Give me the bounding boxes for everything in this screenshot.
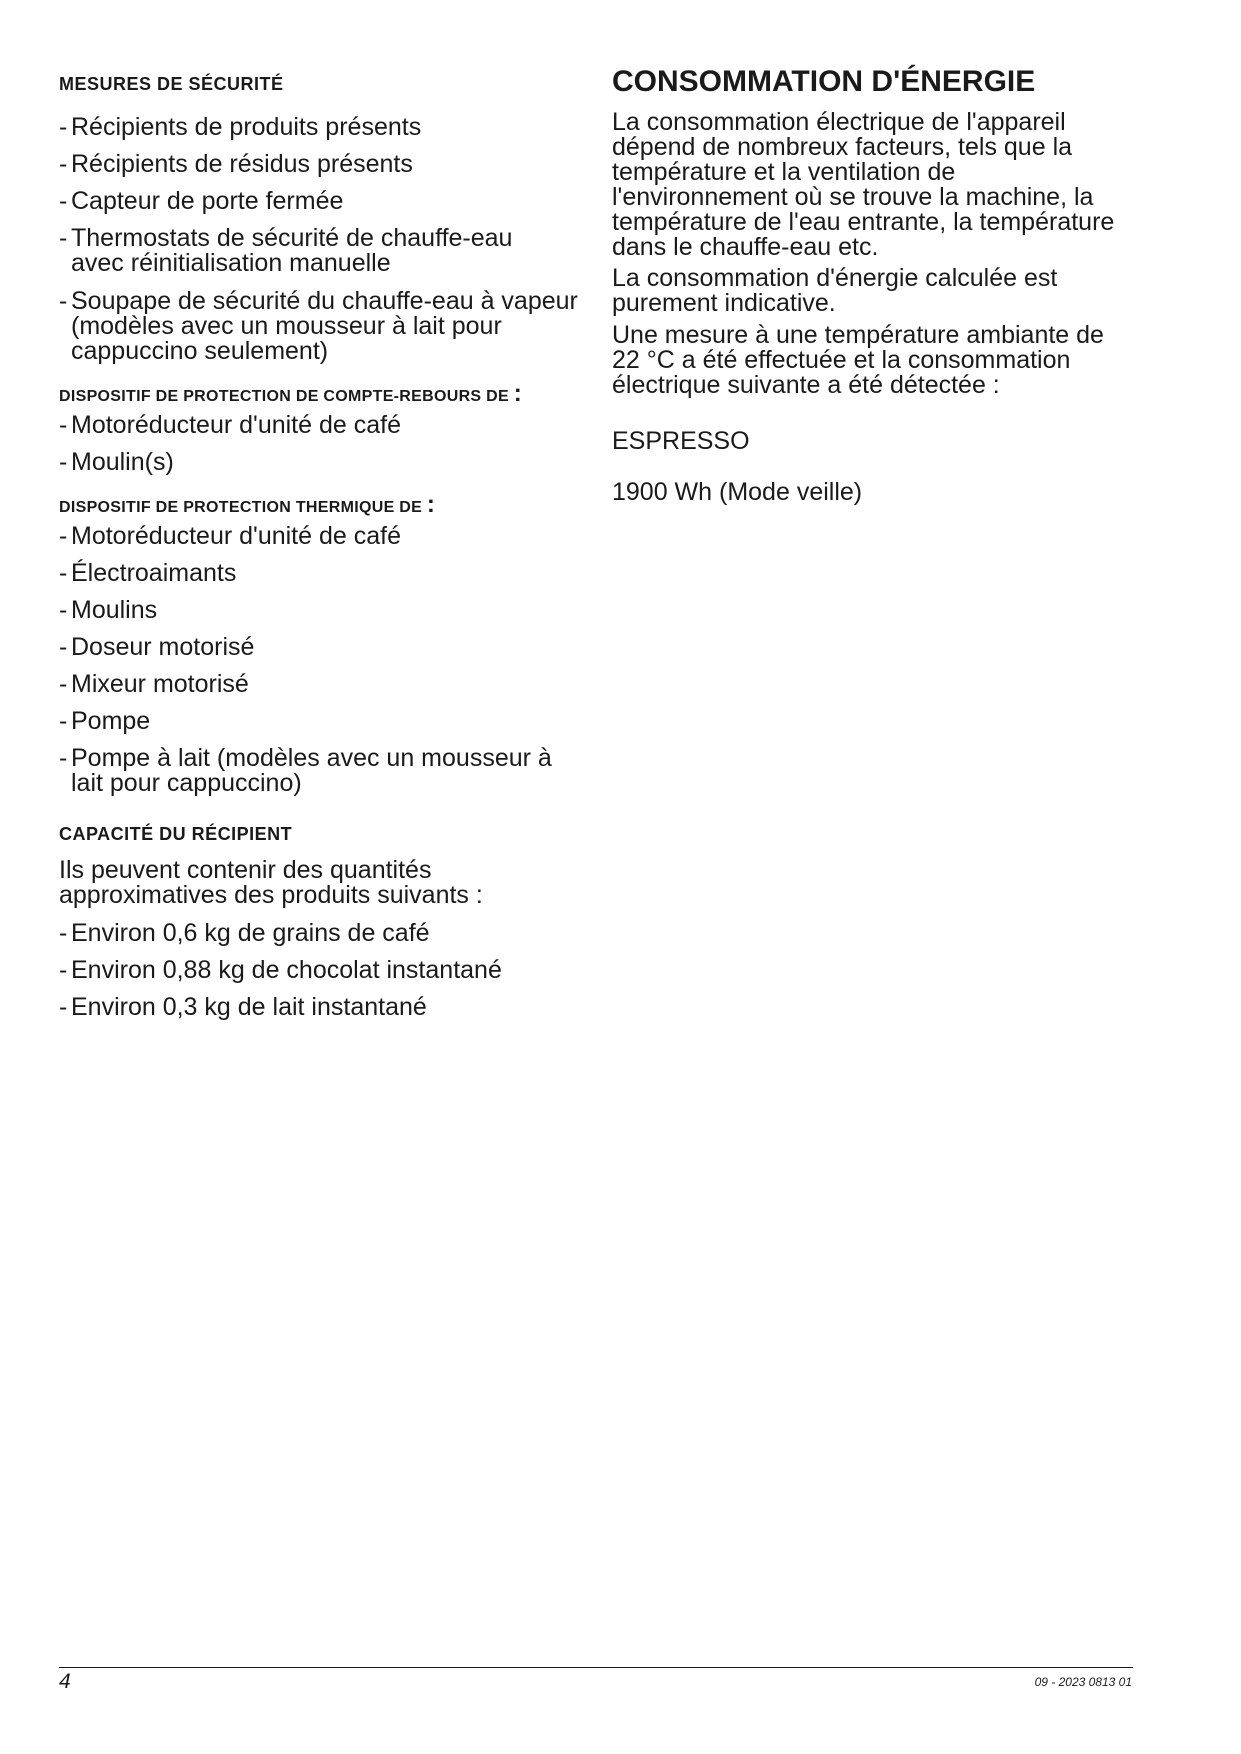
thermal-heading-text: DISPOSITIF DE PROTECTION THERMIQUE DE xyxy=(59,499,423,516)
list-item-text: Moulins xyxy=(71,596,158,624)
list-item-text: Environ 0,3 kg de lait instantané xyxy=(71,993,427,1021)
list-item xyxy=(59,289,579,364)
energy-paragraph: La consommation d'énergie calculée est purement indicative. xyxy=(612,264,1058,317)
list-item xyxy=(59,672,579,697)
energy-heading: CONSOMMATION D'ÉNERGIE xyxy=(612,65,1036,98)
list-item-text: Pompe à lait (modèles avec un mousseur à lait pour cappuccino) xyxy=(71,744,552,797)
list-item-text: Thermostats de sécurité de chauffe-eau avec réinitialisation manuelle xyxy=(71,224,513,277)
bullet-dash: - xyxy=(59,150,68,178)
list-item xyxy=(59,746,579,796)
bullet-dash: - xyxy=(59,919,68,947)
consumption-value: 1900 Wh (Mode veille) xyxy=(612,478,863,506)
bullet-dash: - xyxy=(59,411,68,439)
list-item xyxy=(59,561,579,586)
page-number: 4 xyxy=(59,1670,71,1693)
heading-colon: : xyxy=(426,491,436,518)
list-item-text: Électroaimants xyxy=(71,559,237,587)
list-item-text: Motoréducteur d'unité de café xyxy=(71,411,401,439)
bullet-dash: - xyxy=(59,113,68,141)
list-item xyxy=(59,995,579,1020)
list-item-text: Environ 0,88 kg de chocolat instantané xyxy=(71,956,502,984)
list-item-text: Mixeur motorisé xyxy=(71,670,249,698)
bullet-dash: - xyxy=(59,993,68,1021)
energy-paragraph: Une mesure à une température ambiante de 22 °C a été effectuée et la consommation électrique suivante a été détectée : xyxy=(612,321,1104,399)
list-item-text: Doseur motorisé xyxy=(71,633,255,661)
list-item xyxy=(59,958,579,983)
bullet-dash: - xyxy=(59,707,68,735)
bullet-dash: - xyxy=(59,670,68,698)
list-item-text: Moulin(s) xyxy=(71,448,174,476)
list-item xyxy=(59,598,579,623)
capacity-heading: CAPACITÉ DU RÉCIPIENT xyxy=(59,824,293,844)
countdown-heading-text: DISPOSITIF DE PROTECTION DE COMPTE-REBOURS DE xyxy=(59,388,509,405)
list-item xyxy=(59,413,579,438)
bullet-dash: - xyxy=(59,956,68,984)
list-item-text: Soupape de sécurité du chauffe-eau à vapeur (modèles avec un mousseur à lait pour cappuccino seulement) xyxy=(71,287,578,365)
capacity-intro: Ils peuvent contenir des quantités approximatives des produits suivants : xyxy=(59,856,483,909)
list-item xyxy=(59,189,579,214)
list-item xyxy=(59,921,579,946)
document-code: 09 - 2023 0813 01 xyxy=(1034,1675,1132,1689)
list-item-text: Environ 0,6 kg de grains de café xyxy=(71,919,430,947)
list-item xyxy=(59,226,559,276)
footer-divider xyxy=(59,1667,1133,1668)
bullet-dash: - xyxy=(59,633,68,661)
heading-colon: : xyxy=(513,380,523,407)
list-item xyxy=(59,450,579,475)
list-item xyxy=(59,524,579,549)
list-item xyxy=(59,152,579,177)
list-item xyxy=(59,635,579,660)
bullet-dash: - xyxy=(59,287,68,315)
safety-heading: MESURES DE SÉCURITÉ xyxy=(59,74,284,94)
bullet-dash: - xyxy=(59,224,68,252)
bullet-dash: - xyxy=(59,448,68,476)
bullet-dash: - xyxy=(59,559,68,587)
list-item-text: Motoréducteur d'unité de café xyxy=(71,522,401,550)
bullet-dash: - xyxy=(59,596,68,624)
thermal-heading xyxy=(59,491,435,519)
list-item xyxy=(59,115,579,140)
bullet-dash: - xyxy=(59,187,68,215)
list-item-text: Récipients de produits présents xyxy=(71,113,422,141)
list-item-text: Capteur de porte fermée xyxy=(71,187,344,215)
list-item-text: Pompe xyxy=(71,707,151,735)
countdown-heading xyxy=(59,380,522,408)
bullet-dash: - xyxy=(59,744,68,772)
energy-paragraph: La consommation électrique de l'appareil dépend de nombreux facteurs, tels que la température et la ventilation de l'environnement où se trouve la machine, la température de l'eau entrante, la température dans le chauffe-eau etc. xyxy=(612,108,1115,261)
model-name: ESPRESSO xyxy=(612,427,750,455)
bullet-dash: - xyxy=(59,522,68,550)
list-item-text: Récipients de résidus présents xyxy=(71,150,413,178)
list-item xyxy=(59,709,579,734)
